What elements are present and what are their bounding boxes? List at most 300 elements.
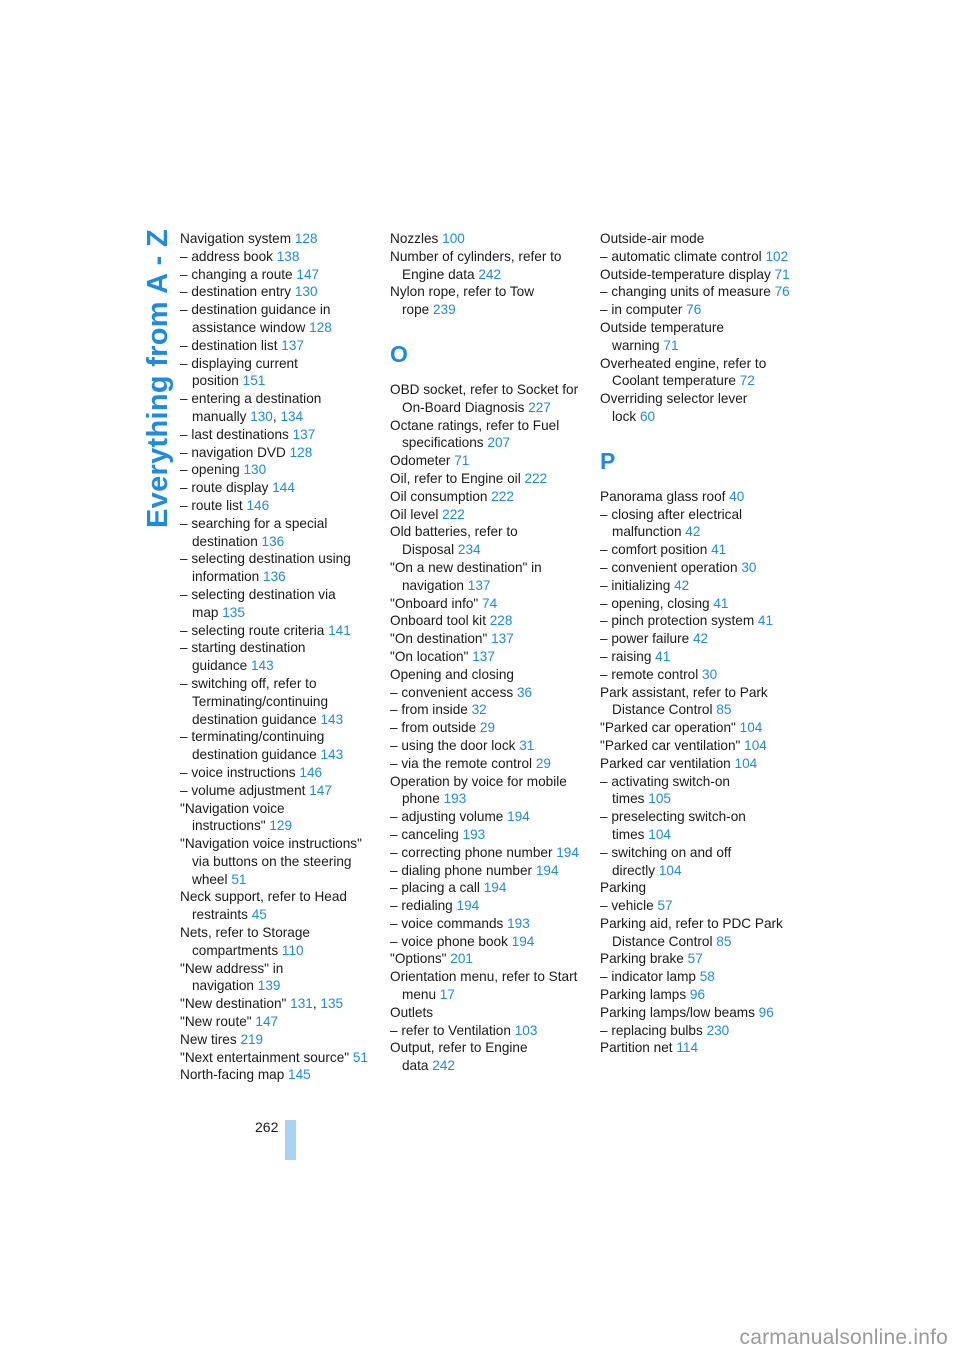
index-entry-text: Overheated engine, refer to Coolant temperature [600, 355, 767, 389]
page-reference-link[interactable]: 71 [454, 453, 470, 469]
page-reference-link[interactable]: 137 [281, 337, 304, 353]
page-reference-link[interactable]: 137 [491, 631, 514, 647]
page-reference-link[interactable]: 104 [739, 720, 763, 736]
index-entry-text: Navigation system [180, 231, 292, 246]
page-reference-link[interactable]: 193 [507, 915, 530, 931]
index-entry-text: Oil level [390, 506, 439, 522]
index-entry-text: – indicator lamp [600, 969, 696, 985]
index-entry-text: Parked car ventilation [600, 755, 731, 771]
index-entry-text: "New address" in navigation [180, 960, 284, 994]
index-entry [390, 933, 582, 951]
page-number: 262 [255, 1119, 279, 1135]
index-entry-text: Operation by voice for mobile phone [390, 773, 567, 807]
index-entry [600, 808, 792, 844]
page-reference-link[interactable]: 128 [294, 231, 318, 246]
page-reference-link[interactable]: 41 [655, 648, 671, 664]
index-entry-text: Neck support, refer to Head restraints [180, 889, 347, 923]
index-entry [600, 1022, 792, 1040]
page-reference-link[interactable]: 242 [432, 1058, 455, 1074]
page-reference-link[interactable]: 29 [535, 755, 551, 771]
page-reference-link[interactable]: 104 [744, 737, 767, 753]
page-reference-link[interactable]: 30 [741, 559, 757, 575]
index-entry [180, 782, 372, 800]
index-entry [390, 755, 582, 773]
index-entry-text: "Parked car operation" [600, 720, 736, 736]
index-entry-text: – address book [180, 248, 273, 264]
index-entry-text: – selecting route criteria [180, 622, 325, 638]
index-entry-text: "On location" [390, 648, 469, 664]
index-entry [180, 248, 372, 266]
index-entry-text: "Options" [390, 951, 447, 967]
page-reference-link[interactable]: 194 [483, 880, 507, 896]
watermark: carmanualsonline.info [739, 1326, 948, 1349]
page-reference-link[interactable]: 96 [689, 987, 706, 1003]
index-entry [180, 266, 372, 284]
index-entry [600, 755, 792, 773]
index-entry [180, 888, 372, 924]
index-entry [390, 283, 582, 319]
index-entry [390, 452, 582, 470]
index-entry-text: – canceling [390, 826, 459, 842]
page-reference-link[interactable]: 135 [320, 996, 344, 1012]
index-entry-text: – voice phone book [390, 933, 508, 949]
index-entry-text: – remote control [600, 666, 699, 682]
index-entry [390, 826, 582, 844]
index-entry-text: – from outside [390, 720, 477, 736]
page-reference-link[interactable]: 72 [739, 373, 755, 389]
index-entry [180, 479, 372, 497]
page-reference-link[interactable]: 100 [442, 231, 465, 246]
index-entry [390, 844, 582, 862]
index-entry-text: – redialing [390, 898, 453, 914]
index-entry [600, 844, 792, 880]
page-reference-link[interactable]: 130 [294, 284, 318, 300]
index-entry-text: Parking lamps [600, 987, 687, 1003]
index-entry [180, 337, 372, 355]
index-entry [600, 488, 792, 506]
page-reference-link[interactable]: 227 [528, 399, 551, 415]
index-entry [600, 355, 792, 391]
index-entry [180, 728, 372, 764]
index-entry [180, 1049, 372, 1067]
index-entry-text: – switching off, refer to Terminating/continuing destination guidance [180, 675, 329, 727]
index-entry [180, 444, 372, 462]
page-reference-link[interactable]: 58 [699, 969, 715, 985]
index-entry-text: – opening, closing [600, 595, 710, 611]
index-entry [600, 773, 792, 809]
page-reference-link[interactable]: 51 [352, 1049, 368, 1065]
index-entry [600, 648, 792, 666]
index-entry [390, 701, 582, 719]
index-entry-text: – convenient access [390, 684, 514, 700]
index-entry [390, 666, 582, 684]
page-reference-link[interactable]: 30 [702, 666, 718, 682]
index-entry-text: – refer to Ventilation [390, 1022, 511, 1038]
index-entry [390, 950, 582, 968]
index-entry [390, 773, 582, 809]
index-entry-text: – convenient operation [600, 559, 738, 575]
index-entry [600, 248, 792, 266]
index-entry [600, 719, 792, 737]
page-reference-link[interactable]: 128 [289, 444, 313, 460]
index-entry [390, 684, 582, 702]
page-reference-link[interactable]: 40 [729, 488, 745, 504]
index-entry-text: – initializing [600, 577, 671, 593]
index-entry [180, 1013, 372, 1031]
index-entry-text: Number of cylinders, refer to Engine data [390, 248, 562, 282]
index-entry [390, 630, 582, 648]
page-reference-link[interactable]: 76 [686, 302, 702, 318]
index-entry-text: – searching for a special destination [180, 515, 328, 549]
index-entry-text: Park assistant, refer to Park Distance Control [600, 684, 768, 718]
index-entry [600, 230, 792, 248]
index-entry-text: "Onboard info" [390, 595, 479, 611]
page-reference-link[interactable]: 136 [261, 533, 285, 549]
index-entry-text: New tires [180, 1031, 237, 1047]
index-entry [390, 808, 582, 826]
page-reference-link[interactable]: 71 [663, 337, 679, 353]
index-entry [390, 897, 582, 915]
index-entry [600, 897, 792, 915]
page-reference-link[interactable]: 85 [716, 933, 732, 949]
index-entry [390, 248, 582, 284]
page-reference-link[interactable]: 194 [456, 898, 480, 914]
index-entry [180, 461, 372, 479]
page-reference-link[interactable]: 194 [511, 933, 535, 949]
index-entry [180, 1031, 372, 1049]
index-entry-text: Parking aid, refer to PDC Park Distance Control [600, 915, 783, 949]
index-entry-text: Outlets [390, 1004, 434, 1020]
index-entry-text: – volume adjustment [180, 782, 306, 798]
index-entry [180, 835, 372, 888]
index-entry-text: Parking lamps/low beams [600, 1004, 755, 1020]
page-reference-link[interactable]: 41 [713, 595, 729, 611]
page-reference-link[interactable]: 143 [250, 658, 274, 674]
index-entry-text: North-facing map [180, 1067, 285, 1083]
page-reference-link[interactable]: 85 [716, 702, 732, 718]
page-reference-link[interactable]: 207 [487, 435, 511, 451]
index-entry [180, 622, 372, 640]
page-reference-link[interactable]: 32 [471, 702, 487, 718]
index-entry [600, 390, 792, 426]
page-reference-link[interactable]: 42 [685, 524, 701, 540]
index-entry-text: – changing a route [180, 266, 293, 282]
page-reference-link[interactable]: 110 [281, 942, 304, 958]
index-entry-text: Nylon rope, refer to Tow rope [390, 284, 535, 318]
page-reference-link[interactable]: 17 [439, 987, 455, 1003]
page-reference-link[interactable]: 42 [674, 577, 690, 593]
index-entry-text: Parking [600, 880, 647, 896]
index-entry [600, 559, 792, 577]
index-entry [180, 764, 372, 782]
page-reference-link[interactable]: 141 [328, 622, 351, 638]
index-entry-text: – raising [600, 648, 652, 664]
page-reference-link[interactable]: 146 [299, 764, 323, 780]
page-reference-link[interactable]: 228 [489, 613, 513, 629]
page-reference-link[interactable]: 129 [269, 818, 293, 834]
index-entry-text: "Navigation voice instructions" [180, 800, 285, 834]
page-reference-link[interactable]: 130 [250, 408, 273, 424]
index-entry [600, 1004, 792, 1022]
index-entry-text: "Next entertainment source" [180, 1049, 350, 1065]
page-reference-link[interactable]: 60 [639, 408, 656, 424]
index-column-2 [390, 230, 582, 1075]
index-entry-text: Outside temperature warning [600, 319, 724, 353]
index-entry [390, 230, 582, 248]
page-reference-link[interactable]: 114 [676, 1040, 698, 1056]
page-reference-link[interactable]: 194 [556, 844, 579, 860]
index-entry [390, 915, 582, 933]
index-entry [180, 800, 372, 836]
page-reference-link[interactable]: 130 [243, 462, 267, 478]
index-entry-text: – voice instructions [180, 764, 296, 780]
index-entry [390, 506, 582, 524]
page-reference-link[interactable]: 76 [774, 284, 790, 300]
page-reference-link[interactable]: 131 [290, 996, 313, 1012]
index-entry-text: – dialing phone number [390, 862, 533, 878]
index-entry [180, 586, 372, 622]
index-entry-text: Opening and closing [390, 666, 514, 682]
index-entry [600, 879, 792, 897]
page-reference-link[interactable]: 143 [320, 747, 344, 763]
index-entry [600, 737, 792, 755]
index-entry-text: – preselecting switch-on times [600, 809, 746, 842]
index-entry [390, 1004, 582, 1022]
index-entry-text: – displaying current position [180, 355, 298, 389]
index-entry-text: Outside-air mode [600, 231, 705, 246]
index-entry [600, 666, 792, 684]
index-entry-text: – adjusting volume [390, 809, 504, 825]
index-entry [390, 381, 582, 417]
index-entry: "New destination" 131, 135 [180, 996, 344, 1012]
page-reference-link[interactable]: 36 [516, 684, 533, 700]
page-reference-link[interactable]: 31 [519, 737, 535, 753]
index-entry [180, 230, 372, 248]
page-reference-link[interactable]: 193 [443, 791, 467, 807]
index-entry-text: – navigation DVD [180, 444, 286, 460]
index-entry [180, 355, 372, 391]
index-entry-text: Old batteries, refer to Disposal [390, 524, 518, 558]
index-entry-text: – voice commands [390, 915, 504, 931]
page-reference-link[interactable]: 57 [657, 898, 673, 914]
page-reference-link[interactable]: 147 [255, 1014, 279, 1030]
index-entry [390, 737, 582, 755]
page-reference-link[interactable]: 104 [658, 862, 682, 878]
index-entry-text: – destination entry [180, 284, 292, 300]
index-entry-text: Outside-temperature display [600, 266, 771, 282]
index-entry [180, 283, 372, 301]
index-entry-text: Odometer [390, 453, 451, 469]
index-entry-text: – route display [180, 480, 269, 496]
page-reference-link[interactable]: 145 [288, 1067, 311, 1083]
page-reference-link[interactable]: 193 [462, 826, 486, 842]
index-entry-text: Partition net [600, 1040, 673, 1056]
index-entry [600, 968, 792, 986]
page-reference-link[interactable]: 194 [507, 809, 530, 825]
index-entry-text: – placing a call [390, 880, 480, 896]
index-entry-text: Onboard tool kit [390, 613, 486, 629]
index-entry [600, 986, 792, 1004]
index-entry [390, 488, 582, 506]
index-entry [390, 968, 582, 1004]
page-reference-link[interactable]: 42 [692, 631, 709, 647]
index-entry [180, 301, 372, 337]
index-entry-text: – closing after electrical malfunction [600, 506, 743, 540]
index-entry [180, 960, 372, 996]
page-reference-link[interactable]: 57 [687, 951, 703, 967]
page-reference-link[interactable]: 151 [242, 373, 266, 389]
index-entry-text: – vehicle [600, 898, 654, 914]
page-reference-link[interactable]: 222 [491, 488, 514, 504]
index-entry-text: – automatic climate control [600, 248, 762, 264]
index-entry-text: – destination list [180, 337, 278, 353]
index-entry-text: – selecting destination via map [180, 586, 336, 620]
index-entry [600, 595, 792, 613]
index-letter-heading: O [390, 340, 408, 367]
index-entry-text: Panorama glass roof [600, 488, 726, 504]
index-entry-text: "New destination" [180, 996, 287, 1012]
page-reference-link[interactable]: 139 [257, 978, 281, 994]
index-letter-heading: P [600, 447, 616, 474]
index-entry [180, 1066, 372, 1084]
page-reference-link[interactable]: 74 [482, 595, 498, 611]
index-entry-text: – starting destination guidance [180, 640, 306, 674]
page-reference-link[interactable]: 146 [246, 497, 270, 513]
index-entry-text: "New route" [180, 1014, 252, 1030]
index-entry [390, 862, 582, 880]
page-reference-link[interactable]: 147 [296, 266, 320, 282]
page-reference-link[interactable]: 103 [514, 1022, 538, 1038]
page-reference-link[interactable]: 41 [757, 613, 774, 629]
index-entry [600, 577, 792, 595]
index-entry [390, 648, 582, 666]
page-reference-link[interactable]: 102 [765, 248, 789, 264]
page-reference-link[interactable]: 29 [479, 720, 496, 736]
page-reference-link[interactable]: 242 [478, 266, 502, 282]
index-entry-text: Orientation menu, refer to Start menu [390, 969, 578, 1003]
index-entry-text: – switching on and off directly [600, 844, 732, 878]
index-entry-text: Oil consumption [390, 488, 488, 504]
index-entry-text: Output, refer to Engine data [390, 1040, 528, 1074]
index-entry [600, 684, 792, 720]
index-entry [390, 595, 582, 613]
index-entry [180, 639, 372, 675]
index-entry [180, 515, 372, 551]
page-reference-link[interactable]: 45 [251, 907, 267, 923]
page-reference-link[interactable]: 143 [320, 711, 344, 727]
index-entry-text: Parking brake [600, 951, 684, 967]
index-entry-text: "On a new destination" in navigation [390, 559, 542, 593]
index-entry-text: – entering a destination manually [180, 391, 322, 424]
page-reference-link[interactable]: 147 [309, 782, 332, 798]
index-entry-text: – opening [180, 462, 240, 478]
index-entry [390, 470, 582, 488]
index-entry-text: – via the remote control [390, 755, 533, 771]
index-entry-text: – from inside [390, 702, 468, 718]
page-reference-link[interactable]: 71 [774, 266, 790, 282]
index-entry [600, 319, 792, 355]
index-entry-text: OBD socket, refer to Socket for On-Board Diagnosis [390, 381, 579, 415]
page-reference-link[interactable]: 234 [457, 542, 481, 558]
page-reference-link[interactable]: 136 [263, 569, 286, 585]
index-column-3 [600, 230, 792, 1057]
page-reference-link[interactable]: 138 [276, 248, 300, 264]
page-reference-link[interactable]: 144 [272, 480, 295, 496]
index-entry [180, 924, 372, 960]
page-reference-link[interactable]: 137 [292, 426, 316, 442]
index-entry [390, 417, 582, 453]
index-entry [390, 879, 582, 897]
section-side-title: Everything from A - Z [142, 228, 174, 528]
index-entry [600, 950, 792, 968]
index-entry [600, 506, 792, 542]
index-column-1 [180, 230, 372, 1084]
page-reference-link[interactable]: 104 [734, 755, 758, 771]
index-entry-text: – comfort position [600, 542, 708, 558]
page-reference-link[interactable]: 134 [280, 408, 304, 424]
index-entry [390, 1022, 582, 1040]
index-entry [180, 426, 372, 444]
index-entry-text: Octane ratings, refer to Fuel specifications [390, 417, 560, 451]
page-reference-link[interactable]: 128 [309, 319, 332, 335]
index-entry [390, 523, 582, 559]
index-entry [180, 497, 372, 515]
page-reference-link[interactable]: 201 [450, 951, 473, 967]
index-entry [180, 675, 372, 728]
index-entry [180, 550, 372, 586]
index-entry [600, 630, 792, 648]
page-reference-link[interactable]: 222 [524, 470, 548, 486]
page-reference-link[interactable]: 230 [706, 1022, 730, 1038]
index-entry-text: Overriding selector lever lock [600, 391, 748, 424]
index-entry [600, 301, 792, 319]
page-reference-link[interactable]: 105 [648, 791, 671, 807]
index-entry [390, 612, 582, 630]
page-reference-link[interactable]: 194 [535, 862, 559, 878]
page-reference-link[interactable]: 104 [648, 826, 671, 842]
page-reference-link[interactable]: 41 [711, 542, 727, 558]
index-entry-text: – changing units of measure [600, 284, 771, 300]
page-reference-link[interactable]: 219 [240, 1031, 264, 1047]
index-entry-text: "Parked car ventilation" [600, 737, 741, 753]
index-entry-text: – selecting destination using information [180, 551, 351, 585]
index-entry-text: "On destination" [390, 631, 488, 647]
index-entry-text: "Navigation voice instructions" via buttons on the steering wheel [180, 836, 362, 887]
index-entry-text: – terminating/continuing destination guidance [180, 729, 325, 763]
page-reference-link[interactable]: 222 [442, 506, 465, 522]
index-entry [600, 1039, 792, 1057]
index-entry [600, 612, 792, 630]
index-entry-text: Nozzles [390, 231, 439, 246]
page-reference-link[interactable]: 96 [758, 1004, 774, 1020]
page-reference-link[interactable]: 137 [472, 648, 495, 664]
page-number-bar [285, 1120, 296, 1160]
index-entry [600, 266, 792, 284]
index-entry-text: – correcting phone number [390, 844, 553, 860]
page-reference-link[interactable]: 137 [467, 577, 491, 593]
index-entry-text: – route list [180, 497, 243, 513]
index-entry-text: – destination guidance in assistance window [180, 302, 331, 335]
index-entry-text: Oil, refer to Engine oil [390, 470, 521, 486]
page-reference-link[interactable]: 51 [231, 871, 247, 887]
index-entry-text: – using the door lock [390, 737, 516, 753]
index-entry [390, 1039, 582, 1075]
index-entry-text: – in computer [600, 302, 683, 318]
page-reference-link[interactable]: 239 [433, 302, 456, 318]
page-reference-link[interactable]: 135 [222, 604, 245, 620]
index-entry [390, 559, 582, 595]
index-entry [600, 541, 792, 559]
